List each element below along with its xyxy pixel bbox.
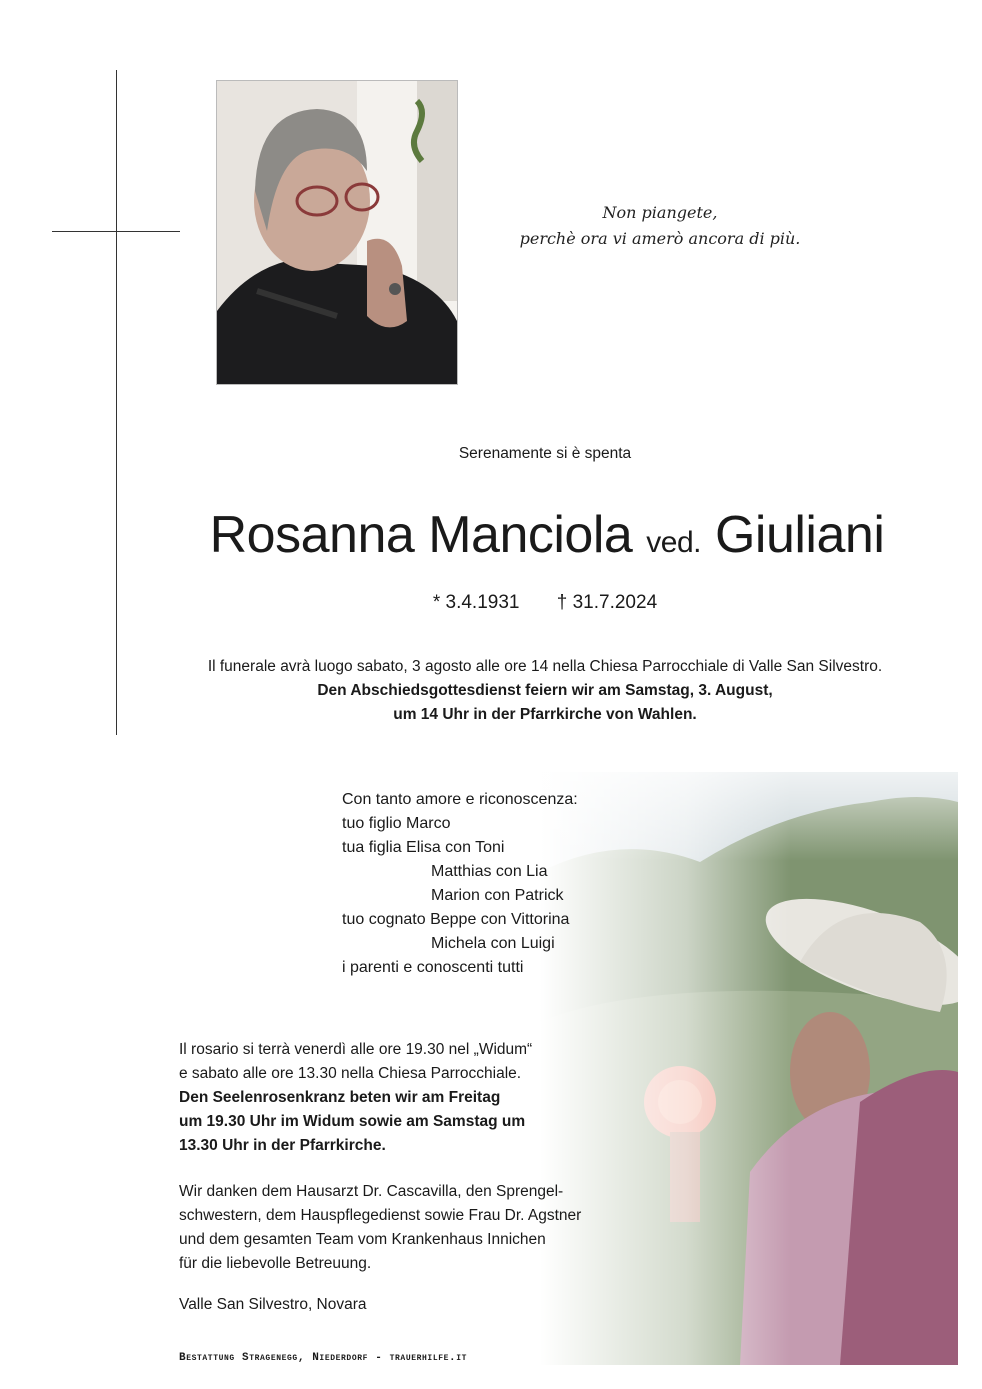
family-member-line: tuo cognato Beppe con Vittorina: [342, 911, 570, 928]
thanks-line-3: und dem gesamten Team vom Krankenhaus Innichen: [179, 1231, 546, 1248]
rosary-info: [179, 1038, 579, 1158]
family-member-line: tuo figlio Marco: [342, 815, 451, 832]
death-date: † 31.7.2024: [556, 592, 658, 613]
rosary-german-line-3: 13.30 Uhr in der Pfarrkirche.: [179, 1137, 386, 1154]
birth-date: * 3.4.1931: [432, 592, 520, 613]
cross-horizontal-bar: [52, 231, 180, 232]
quote-line-1: Non piangete,: [602, 203, 718, 222]
cross-vertical-bar: [116, 70, 117, 735]
memorial-quote: [500, 200, 820, 252]
intro-text: Serenamente si è spenta: [458, 445, 632, 462]
portrait-photo: [216, 80, 458, 385]
rosary-german-line-2: um 19.30 Uhr im Widum sowie am Samstag um: [179, 1113, 526, 1130]
rosary-italian-line-2: e sabato alle ore 13.30 nella Chiesa Parrocchiale.: [179, 1065, 522, 1082]
family-member-line: Con tanto amore e riconoscenza:: [342, 791, 578, 808]
quote-line-2: perchè ora vi amerò ancora di più.: [519, 229, 801, 248]
deceased-name: [0, 505, 982, 565]
thanks-line-4: für die liebevolle Betreuung.: [179, 1255, 372, 1272]
family-member-line: Matthias con Lia: [431, 863, 548, 880]
funeral-german-line-2: um 14 Uhr in der Pfarrkirche von Wahlen.: [393, 706, 697, 723]
place-of-residence: Valle San Silvestro, Novara: [179, 1296, 367, 1313]
funeral-italian: Il funerale avrà luogo sabato, 3 agosto alle ore 14 nella Chiesa Parrocchiale di Valle San Silvestro.: [207, 658, 883, 675]
family-member-line: tua figlia Elisa con Toni: [342, 839, 505, 856]
family-member-line: i parenti e conoscenti tutti: [342, 959, 524, 976]
deceased-first-last-name: Rosanna Manciola: [209, 506, 633, 564]
rosary-italian-line-1: Il rosario si terrà venerdì alle ore 19.30 nel „Widum“: [179, 1041, 533, 1058]
family-member-line: Michela con Luigi: [431, 935, 555, 952]
funeral-announcement: [0, 655, 982, 727]
deceased-married-name: Giuliani: [714, 506, 885, 564]
life-dates: [0, 592, 982, 614]
rosary-german-line-1: Den Seelenrosenkranz beten wir am Freitag: [179, 1089, 501, 1106]
thanks-text: [179, 1180, 599, 1276]
thanks-line-1: Wir danken dem Hausarzt Dr. Cascavilla, den Sprengel-: [179, 1183, 564, 1200]
thanks-line-2: schwestern, dem Hauspflegedienst sowie Frau Dr. Agstner: [179, 1207, 582, 1224]
family-list: [342, 788, 578, 980]
funeral-german-line-1: Den Abschiedsgottesdienst feiern wir am Samstag, 3. August,: [317, 682, 773, 699]
background-photo-woman-with-hat: [540, 772, 958, 1365]
funeral-home-footer: Bestattung Stragenegg, Niederdorf - trauerhilfe.it: [179, 1352, 468, 1364]
deceased-ved: ved.: [646, 526, 701, 559]
family-member-line: Marion con Patrick: [431, 887, 564, 904]
